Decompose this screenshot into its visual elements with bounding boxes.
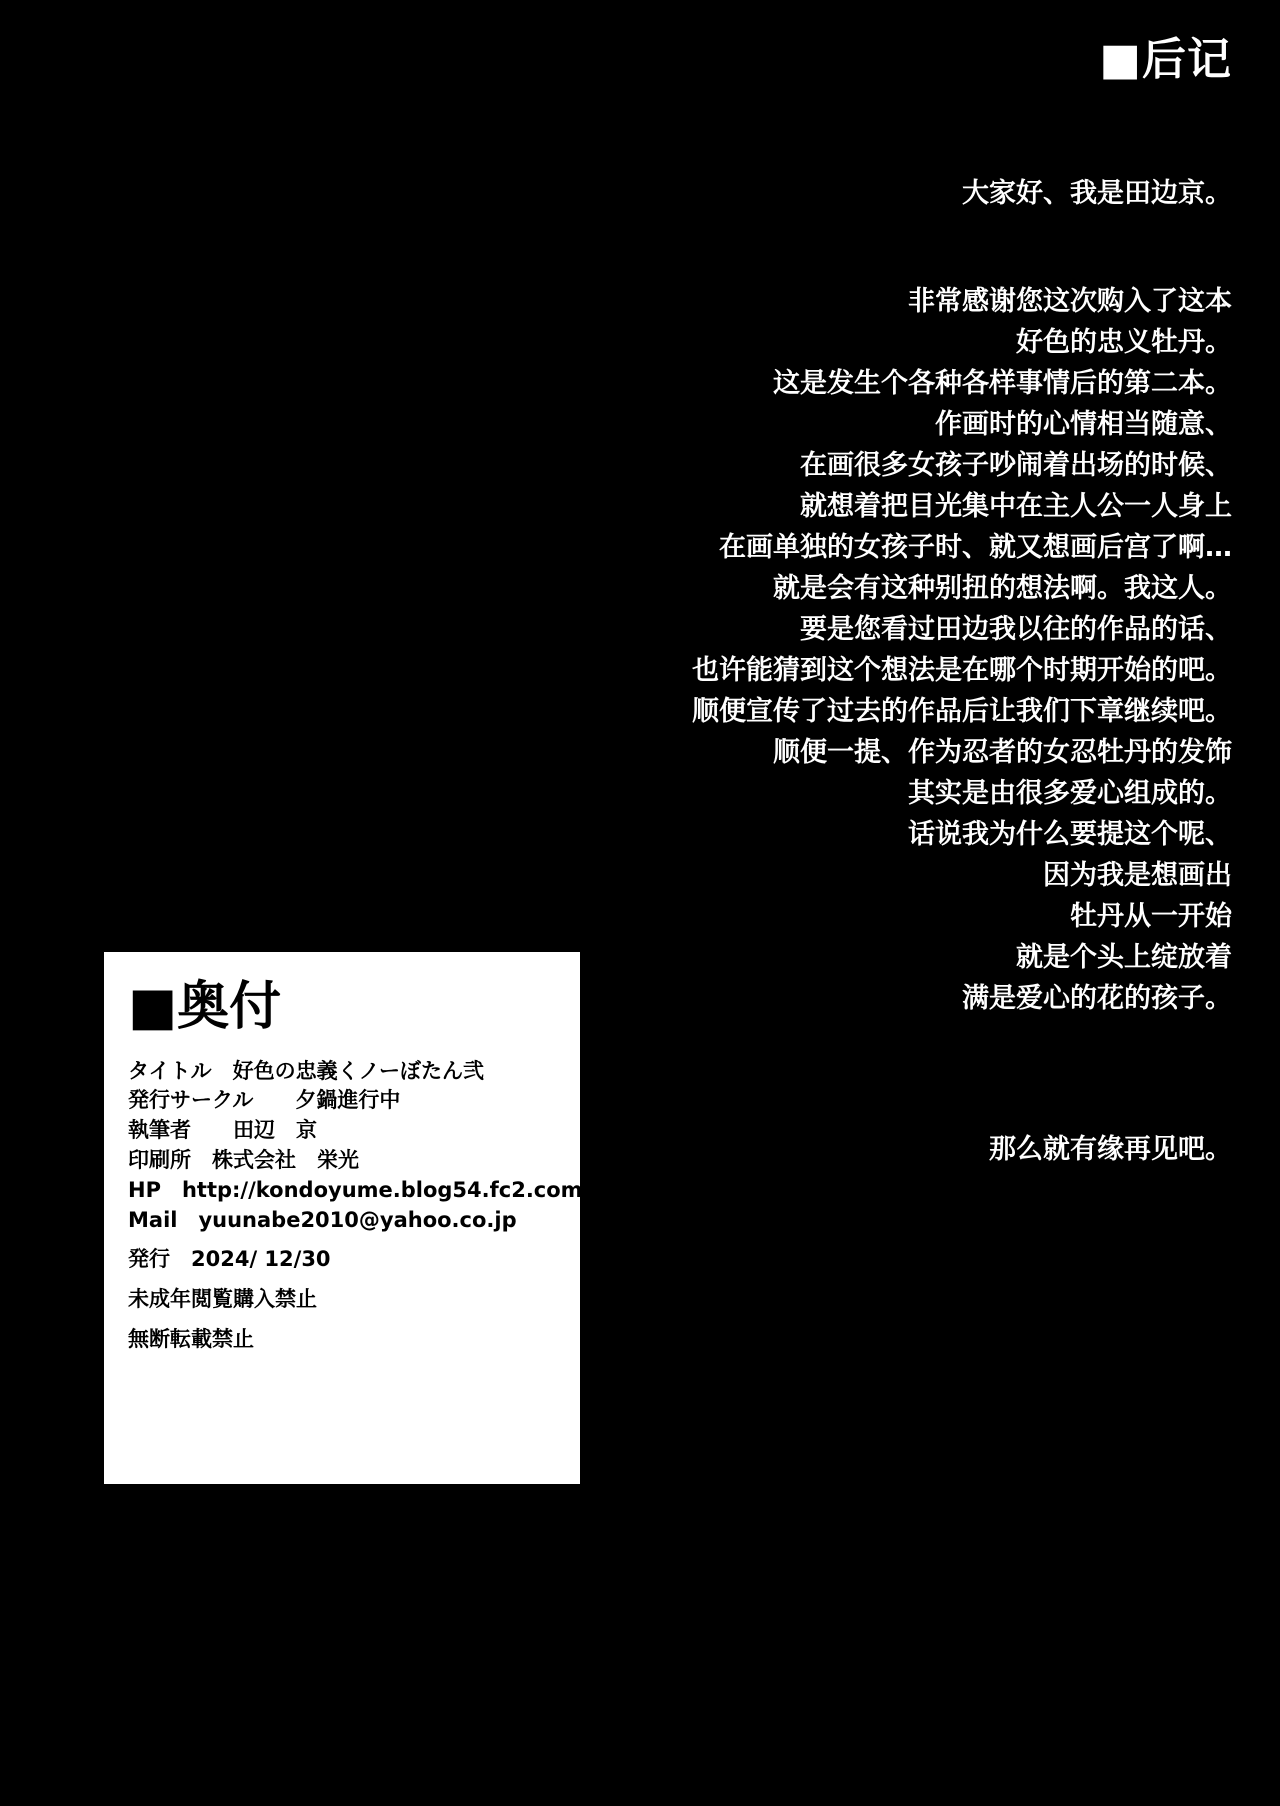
afterword-line: 顺便宣传了过去的作品后让我们下章继续吧。 xyxy=(692,696,1232,728)
colophon-minor-notice-line: 未成年閲覧購入禁止 xyxy=(128,1287,317,1312)
colophon-lines xyxy=(128,1057,591,1355)
afterword-line: 在画单独的女孩子时、就又想画后宫了啊… xyxy=(719,532,1232,564)
afterword-line: 因为我是想画出 xyxy=(1043,860,1232,892)
colophon-mail-line: Mail yuunabe2010@yahoo.co.jp xyxy=(128,1207,517,1232)
afterword-line: 这是发生个各种各样事情后的第二本。 xyxy=(773,367,1232,399)
afterword-line: 话说我为什么要提这个呢、 xyxy=(908,819,1232,851)
colophon-circle-line: 発行サークル 夕鍋進行中 xyxy=(128,1088,401,1113)
colophon-printer-line: 印刷所 株式会社 栄光 xyxy=(128,1148,359,1173)
colophon-box xyxy=(104,952,591,1484)
afterword-line: 满是爱心的花的孩子。 xyxy=(962,983,1232,1015)
afterword-line: 也许能猜到这个想法是在哪个时期开始的吧。 xyxy=(692,655,1232,687)
afterword-body xyxy=(612,281,1232,1020)
colophon-homepage-line: HP http://kondoyume.blog54.fc2.com/ xyxy=(128,1177,591,1202)
colophon-author-line: 執筆者 田辺 京 xyxy=(128,1118,317,1143)
afterword-line: 在画很多女孩子吵闹着出场的时候、 xyxy=(800,449,1232,481)
afterword-heading: ■后记 xyxy=(1099,34,1232,85)
afterword-line: 就想着把目光集中在主人公一人身上 xyxy=(800,490,1232,522)
afterword-line: 就是个头上绽放着 xyxy=(1016,942,1232,974)
afterword-section xyxy=(612,36,1232,1169)
afterword-line: 要是您看过田边我以往的作品的话、 xyxy=(800,614,1232,646)
colophon-title-line: タイトル 好色の忠義くノーぼたん弐 xyxy=(128,1058,484,1083)
colophon-reprint-notice-line: 無断転載禁止 xyxy=(128,1327,254,1352)
afterword-closing: 那么就有缘再见吧。 xyxy=(989,1134,1232,1166)
colophon-heading: ■奥付 xyxy=(128,977,282,1037)
afterword-line: 顺便一提、作为忍者的女忍牡丹的发饰 xyxy=(773,737,1232,769)
afterword-line: 非常感谢您这次购入了这本 xyxy=(908,285,1232,317)
afterword-line: 作画时的心情相当随意、 xyxy=(935,408,1232,440)
afterword-line: 就是会有这种别扭的想法啊。我这人。 xyxy=(773,573,1232,605)
afterword-greeting: 大家好、我是田边京。 xyxy=(962,178,1232,210)
colophon-date-line: 発行 2024/ 12/30 xyxy=(128,1247,331,1272)
afterword-line: 好色的忠义牡丹。 xyxy=(1016,326,1232,358)
afterword-line: 其实是由很多爱心组成的。 xyxy=(908,778,1232,810)
afterword-line: 牡丹从一开始 xyxy=(1070,901,1232,933)
